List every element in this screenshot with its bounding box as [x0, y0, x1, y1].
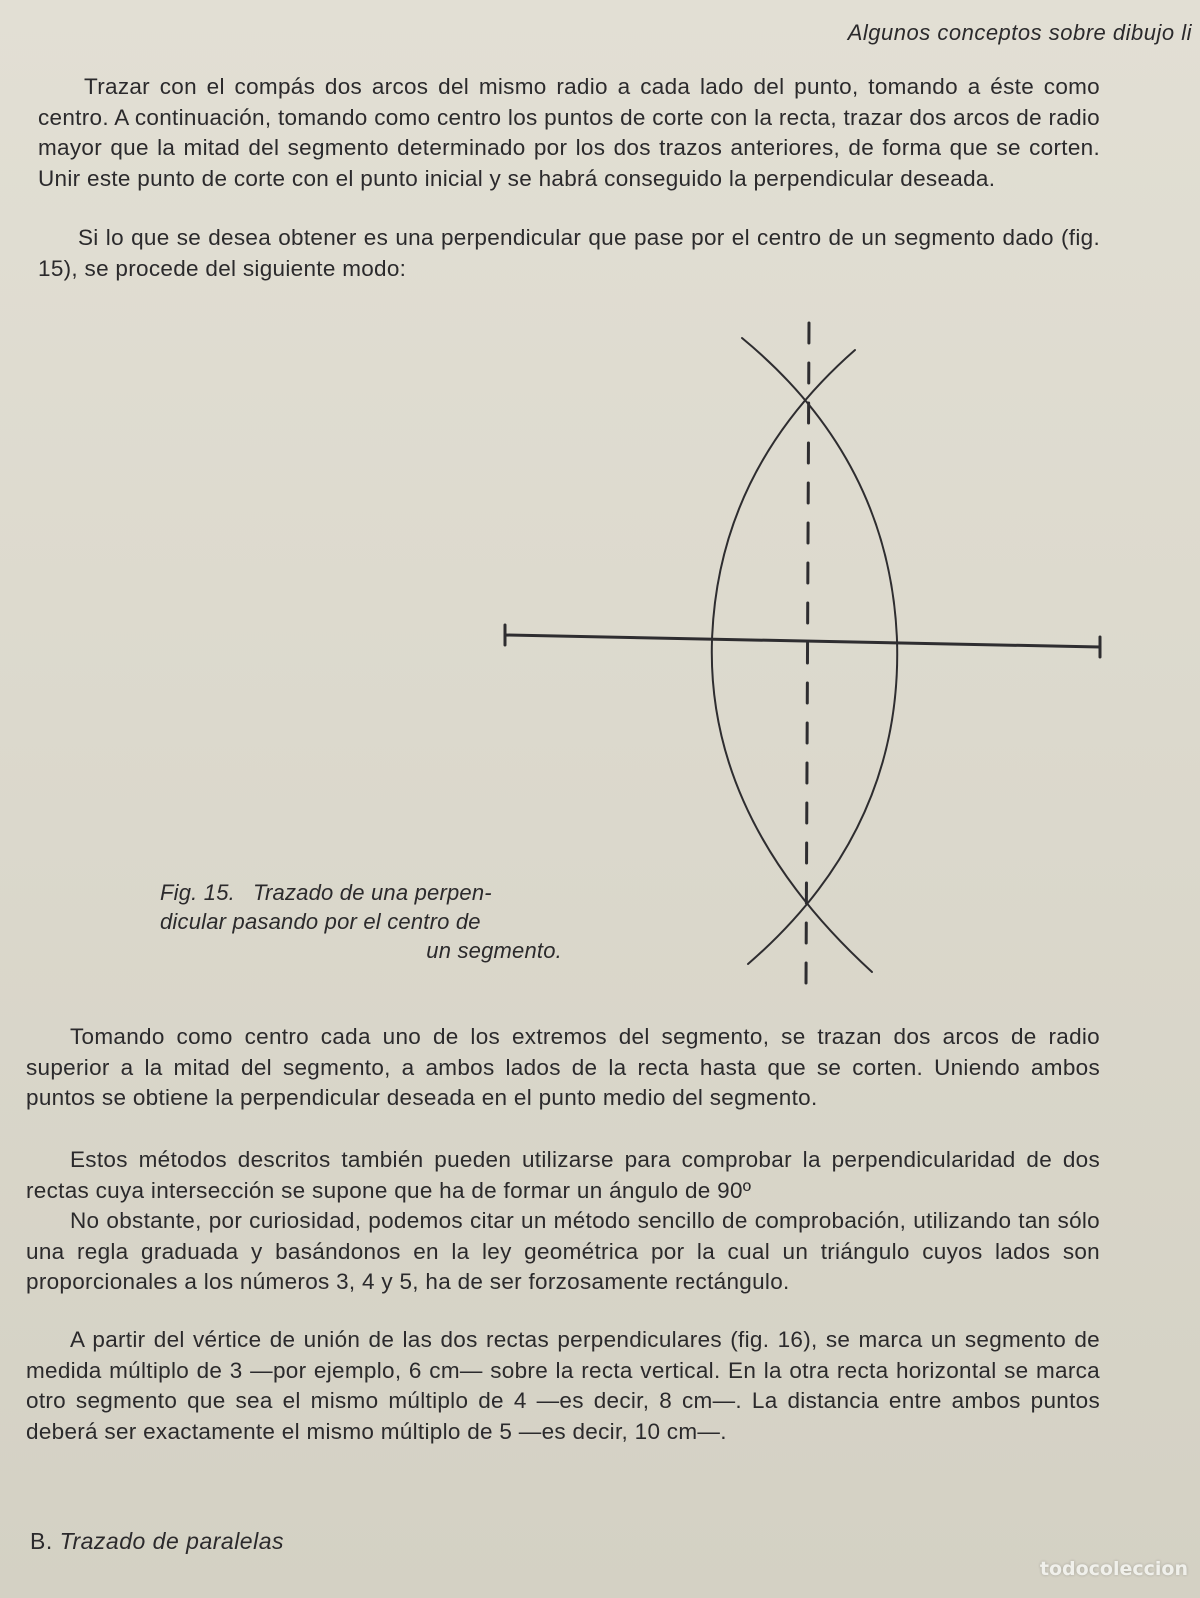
section-letter: B. [30, 1528, 53, 1554]
paragraph-2: Si lo que se desea obtener es una perpendicular que pase por el centro de un segmento dado (fig. 15), se procede del siguiente modo: [38, 225, 1100, 281]
figure-caption [160, 878, 562, 965]
paragraph-1: Trazar con el compás dos arcos del mismo radio a cada lado del punto, tomando a éste como centro. A continuación, tomando como centro los puntos de corte con la recta, trazar dos arcos de radio mayor que la mitad del segmento determinado por los dos trazos anteriores, de forma que se corten. Unir este punto de corte con el punto inicial y se habrá conseguido la perpendicular deseada. [38, 74, 1100, 191]
watermark-logo: todocoleccion [1039, 1558, 1188, 1580]
perpendicular-dashed-line [806, 323, 809, 985]
arc-right-center [712, 350, 872, 972]
arc-left-center [742, 338, 897, 964]
paragraph-6: A partir del vértice de unión de las dos rectas perpendiculares (fig. 16), se marca un segmento de medida múltiplo de 3 —por ejemplo, 6 cm— sobre la recta vertical. En la otra recta horizontal se marca otro segmento que sea el mismo múltiplo de 4 —es decir, 8 cm—. La distancia entre ambos puntos deberá ser exactamente el mismo múltiplo de 5 —es decir, 10 cm—. [26, 1327, 1100, 1444]
caption-line-1: Trazado de una perpen- [252, 880, 492, 905]
caption-line-2: dicular pasando por el centro de [160, 909, 481, 934]
caption-figure-number: Fig. 15. [160, 880, 235, 905]
section-heading [30, 1528, 284, 1555]
paragraph-3: Tomando como centro cada uno de los extremos del segmento, se trazan dos arcos de radio superior a la mitad del segmento, a ambos lados de la recta hasta que se corten. Uniendo ambos puntos se obtiene la perpendicular deseada en el punto medio del segmento. [26, 1024, 1100, 1110]
section-title: Trazado de paralelas [59, 1528, 284, 1554]
segment-line [505, 635, 1100, 647]
paragraph-5: No obstante, por curiosidad, podemos citar un método sencillo de comprobación, utilizando tan sólo una regla graduada y basándonos en la ley geométrica por la cual un triángulo cuyos lados son proporcionales a los números 3, 4 y 5, ha de ser forzosamente rectángulo. [26, 1208, 1100, 1294]
running-head: Algunos conceptos sobre dibujo li [847, 20, 1192, 45]
caption-line-3: un segmento. [426, 938, 562, 963]
paragraph-4: Estos métodos descritos también pueden utilizarse para comprobar la perpendicularidad de dos rectas cuya intersección se supone que ha de formar un ángulo de 90º [26, 1147, 1100, 1203]
